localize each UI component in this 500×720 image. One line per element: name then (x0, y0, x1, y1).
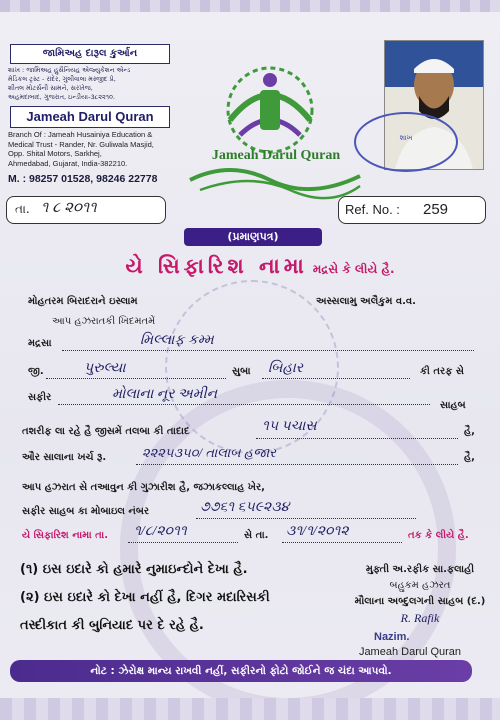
signature-line-3: મૌલાના અબ્દુલગની સાહબ (દ.) (354, 596, 486, 607)
sahab-label: સાહબ (440, 400, 466, 411)
decorative-top-border (0, 0, 500, 12)
validity-to-line (282, 542, 402, 543)
appeal-text: આપ હઝરાત સે તઆવુન કી ગુઝારીશ હૈ, જઝાકલ્લાહ ખેર, (22, 482, 265, 493)
document-title (60, 254, 460, 279)
handwritten-signature: R. Rafik (400, 611, 440, 625)
from-side-label: કી તરફ સે (420, 366, 464, 377)
title-main: યે સિફારિશ નામા (125, 254, 308, 278)
org-name-gujarati: જામિઅહ દારૂલ કુર્આન (10, 44, 170, 64)
signature-line-2: બહુકમ હઝરત (389, 580, 451, 591)
date-box (6, 196, 166, 224)
reference-box (338, 196, 486, 224)
state-label: સુબા (232, 366, 251, 377)
safir-mobile-label: સફીર સાહબ કા મોબાઇલ નંબર (22, 506, 150, 517)
photo-stamp: શાખ (354, 112, 458, 172)
clause-2: (૨) ઇસ ઇદારે કો દેખા નહીં હૈ, દિગર મદારિસકી (20, 590, 270, 605)
mobile-numbers: M. : 98257 01528, 98246 22778 (8, 173, 158, 185)
safir-mobile-value: ૭૭૬૧ ૬૫૯૨૩૪ (200, 500, 290, 515)
logo-emblem-icon (170, 50, 380, 200)
expense-end: હૈ, (464, 452, 475, 463)
students-value: ૧૫ પચાસ (262, 419, 317, 434)
ref-value: 259 (423, 201, 449, 218)
safir-line (58, 404, 430, 405)
madrasa-label: મદ્રસા (28, 338, 52, 349)
signature-line-1: મુફ્તી અ.રફીક સા.ફલાહી (365, 564, 475, 575)
org-name-english: Jameah Darul Quran (10, 106, 170, 128)
validity-from: ૧/૮/૨૦૧૧ (134, 524, 187, 539)
district-line (46, 378, 226, 379)
state-line (262, 378, 410, 379)
expense-value: ૨૨૨૫૩૫૦/ તાલાબ હજાર (142, 445, 276, 460)
clause-3: તસ્દીકાત કી બુનિયાદ પર દે રહે હૈ. (20, 618, 204, 633)
madrasa-line (62, 350, 474, 351)
expense-label: ઔર સાલાના ખર્ચ રૂ. (22, 452, 107, 463)
students-end: હૈ, (464, 426, 475, 437)
greeting-left: મોહતરમ બિરાદરાને ઇસ્લામ (28, 296, 138, 307)
greeting-line2: આપ હઝરાતકી ખિદમતમેં (52, 316, 156, 327)
ref-label: Ref. No. : (345, 202, 400, 217)
safir-value: મોલાના નૂર અમીન (112, 387, 218, 402)
students-line (256, 438, 458, 439)
state-value: બિહાર (268, 361, 304, 376)
date-label: તા. (15, 202, 30, 216)
org-address-english: Branch Of : Jameah Husainiya Education & Medical Trust - Rander, Nr. Guliwala Masjid, Opp. Shital Motors, Sarkhej, Ahmedabad, Gujarat, India-382210. (8, 130, 154, 168)
district-value: પુરુલ્યા (84, 361, 126, 376)
greeting-right: અસ્સલામુ અલૈકુમ વ.વ. (316, 296, 416, 307)
safir-label: સફીર (28, 392, 52, 403)
title-sub: મદ્રસે કે લીયે હૈ. (312, 262, 395, 276)
signature-block (350, 562, 490, 626)
certificate-label: (પ્રમાણપત્ર) (184, 228, 322, 246)
validity-se: સે તા. (244, 530, 269, 541)
madrasa-value: મિલ્લાફ કમ્મ (140, 333, 214, 348)
clause-1: (૧) ઇસ ઇદારે કો હમારે નુમાઇન્દોને દેખા હૈ. (20, 562, 248, 577)
organization-logo (170, 50, 380, 200)
logo-text: Jameah Darul Quran (211, 148, 341, 163)
note-banner: નોટ : ઝેરોક્ષ માન્ય રાખવી નહીં, સફીરનો ફોટો જોઈને જ ચંદા આપવો. (10, 660, 472, 682)
org-address-gujarati: શાખ : જામિઅહ હુસૈનિયહ એજ્યુકેશન એન્ડ મેડિકલ ટ્રસ્ટ - રાંદેર, ગુલીવાલા મસ્જીદ પ્રે, શીતલ મોટર્સની સામને, સરખેજ, અહમદાબાદ, ગુજરાત, ઇન્ડીયા-૩૮૨૨૧૦. (8, 66, 131, 101)
nazim-label: Nazim. (374, 631, 410, 643)
validity-from-line (128, 542, 238, 543)
validity-to: ૩૧/૧/૨૦૧૨ (286, 524, 349, 539)
expense-line (136, 464, 458, 465)
nazim-organization: Jameah Darul Quran (358, 646, 462, 658)
district-label: જી. (28, 366, 44, 377)
validity-label: યે સિફારિશ નામા તા. (22, 530, 109, 541)
decorative-bottom-border (0, 698, 500, 720)
safir-mobile-line (196, 518, 416, 519)
validity-end: તક કે લીયે હૈ. (408, 530, 469, 541)
students-label: તશરીફ લા રહે હૈ જીસમેં તલબા કી તાદાદ (22, 426, 190, 437)
org-info-block (8, 44, 168, 174)
date-value: ૧ ૮ ૨૦૧૧ (41, 200, 97, 216)
